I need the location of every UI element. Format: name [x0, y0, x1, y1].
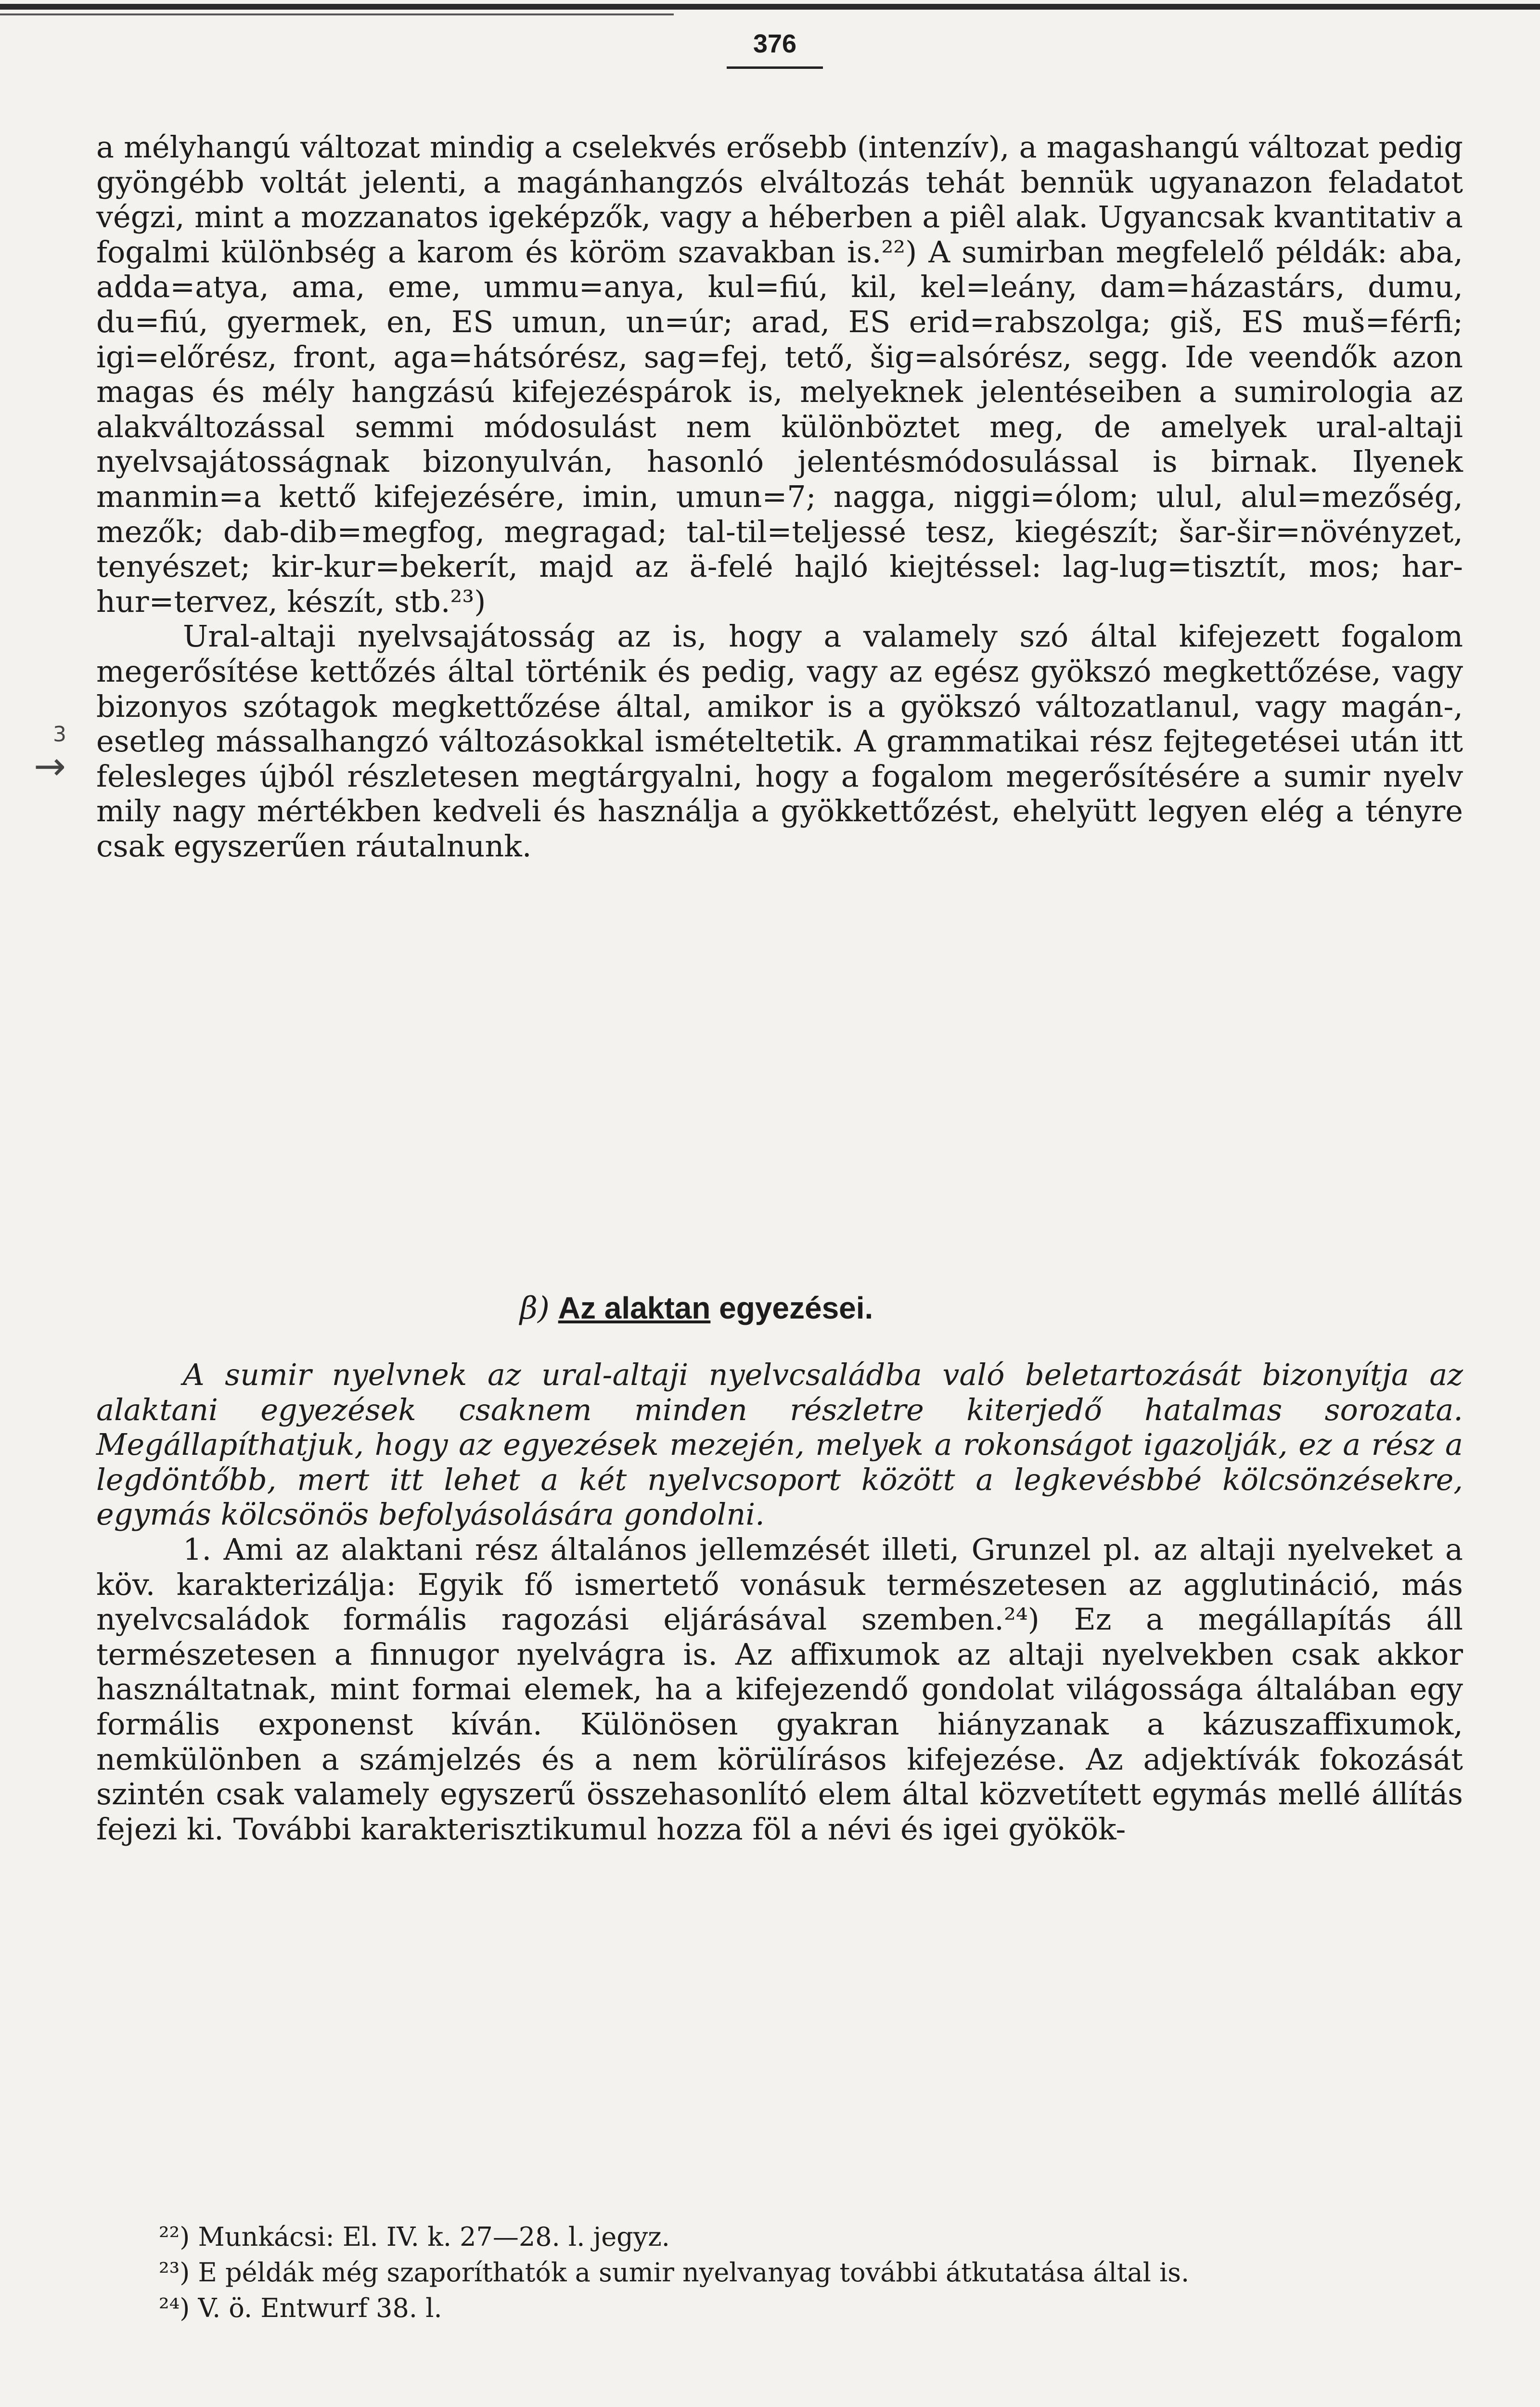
footnote-23: ²³) E példák még szaporíthatók a sumir nyelvanyag további átkutatása által is. — [159, 2257, 1190, 2288]
margin-arrow-annotation: → — [34, 744, 66, 789]
page-number: 376 — [753, 29, 797, 58]
section-title-underlined: Az alaktan — [558, 1291, 711, 1325]
body-text-block-1 — [96, 130, 1463, 864]
paragraph-4: 1. Ami az alaktani rész általános jellemzését illeti, Grunzel pl. az altaji nyelveket a köv. karakterizálja: Egyik fő ismertető vonásuk természetesen az agglutináció, más nyelvcsaládok formális ragozási eljárásával szemben.²⁴) Ez a megállapítás áll természetesen a finnugor nyelvágra is. Az affixumok az altaji nyelvekben csak akkor használtatnak, mint formai elemek, ha a kifejezendő gondolat világossága általában egy formális exponenst kíván. Különösen gyakran hiányzanak a kázuszaffixumok, nemkülönben a számjelzés és a nem körülírásos kifejezése. Az adjektívák fokozását szintén csak valamely egyszerű összehasonlító elem által közvetített egymás mellé állítás fejezi ki. További karakterisztikumul hozza föl a névi és igei gyökök- — [96, 1531, 1463, 1847]
page-number-underline — [727, 66, 823, 69]
paragraph-2: Ural-altaji nyelvsajátosság az is, hogy a valamely szó által kifejezett fogalom megerősítése kettőzés által történik és pedig, vagy az egész gyökszó megkettőzése, vagy bizonyos szótagok megkettőzése által, amikor is a gyökszó változatlanul, vagy magán-, esetleg mássalhangzó változásokkal ismételtetik. A grammatikai rész fejtegetései után itt felesleges újból részletesen megtárgyalni, hogy a fogalom megerősítésére a sumir nyelv mily nagy mértékben kedveli és használja a gyökkettőzést, ehelyütt legyen elég a tényre csak egyszerűen ráutalnunk. — [96, 619, 1463, 864]
footnote-24: ²⁴) V. ö. Entwurf 38. l. — [159, 2293, 442, 2323]
paragraph-1: a mélyhangú változat mindig a cselekvés erősebb (intenzív), a magashangú változat pedig gyöngébb voltát jelenti, a magánhangzós elváltozás tehát bennük ugyanazon feladatot végzi, mint a mozzanatos igeképzők, vagy a héberben a piêl alak. Ugyancsak kvantitativ a fogalmi különbség a karom és köröm szavakban is.²²) A sumirban megfelelő példák: aba, adda=atya, ama, eme, ummu=anya, kul=fiú, kil, kel=leány, dam=házastárs, dumu, du=fiú, gyermek, en, ES umun, un=úr; arad, ES erid=rabszolga; giš, ES muš=férfi; igi=előrész, front, aga=hátsórész, sag=fej, tető, šig=alsórész, segg. Ide veendők azon magas és mély hangzású kifejezéspárok is, melyeknek jelentéseiben a sumirologia az alakváltozással semmi módosulást nem különböztet meg, de amelyek ural-altaji nyelvsajátosságnak bizonyulván, hasonló jelentésmódosulással is birnak. Ilyenek manmin=a kettő kifejezésére, imin, umun=7; nagga, niggi=ólom; ulul, alul=mezőség, mezők; dab-dib=megfog, megragad; tal-til=teljessé tesz, kiegészít; šar-šir=növényzet, tenyészet; kir-kur=bekerít, majd az ä-felé hajló kiejtéssel: lag-lug=tisztít, mos; har-hur=tervez, készít, stb.²³) — [96, 129, 1463, 619]
paragraph-3: A sumir nyelvnek az ural-altaji nyelvcsaládba való beletartozását bizonyítja az alaktani egyezések csaknem minden részletre kiterjedő hatalmas sorozata. Megállapíthatjuk, hogy az egyezések mezején, melyek a rokonságot igazolják, ez a rész a legdöntőbb, mert itt lehet a két nyelvcsoport között a legkevésbbé kölcsönzésekre, egymás kölcsönös befolyásolására gondolni. — [96, 1357, 1463, 1532]
section-title-rest: egyezései. — [710, 1291, 873, 1325]
body-text-block-2 — [96, 1358, 1463, 1847]
margin-mark-annotation: 3 — [53, 722, 66, 747]
top-border-rule — [0, 4, 1540, 10]
section-heading — [520, 1290, 1097, 1326]
footnotes — [96, 2219, 1463, 2326]
footnote-22: ²²) Munkácsi: El. IV. k. 27—28. l. jegyz. — [159, 2222, 670, 2252]
section-number: β) — [520, 1291, 550, 1326]
top-border-rule-secondary — [0, 13, 674, 15]
